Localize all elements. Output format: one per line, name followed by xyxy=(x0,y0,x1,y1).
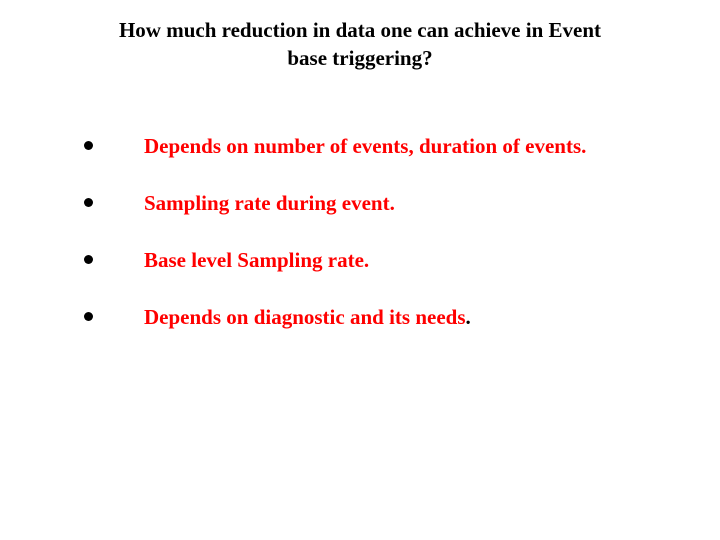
bullet-text xyxy=(144,189,395,217)
bullet-item xyxy=(0,303,720,333)
bullet-text-main: Sampling rate during event. xyxy=(144,191,395,215)
bullet-end-punctuation: . xyxy=(465,305,471,329)
bullet-text xyxy=(144,303,471,331)
bullet-icon xyxy=(84,141,93,150)
bullet-text-main: Base level Sampling rate. xyxy=(144,248,370,272)
bullet-icon xyxy=(84,312,93,321)
bullet-text-main: Depends on diagnostic and its needs xyxy=(144,305,466,329)
bullet-item xyxy=(0,189,720,219)
slide-title-line-1: How much reduction in data one can achieve in Event xyxy=(118,18,602,42)
bullet-icon xyxy=(84,198,93,207)
bullet-text-main: Depends on number of events, duration of events. xyxy=(144,134,587,158)
bullet-item xyxy=(0,246,720,276)
slide-title-line-2: base triggering? xyxy=(287,46,433,70)
bullet-text xyxy=(144,246,369,274)
bullet-item xyxy=(0,132,720,162)
bullet-text xyxy=(144,132,586,160)
bullet-icon xyxy=(84,255,93,264)
